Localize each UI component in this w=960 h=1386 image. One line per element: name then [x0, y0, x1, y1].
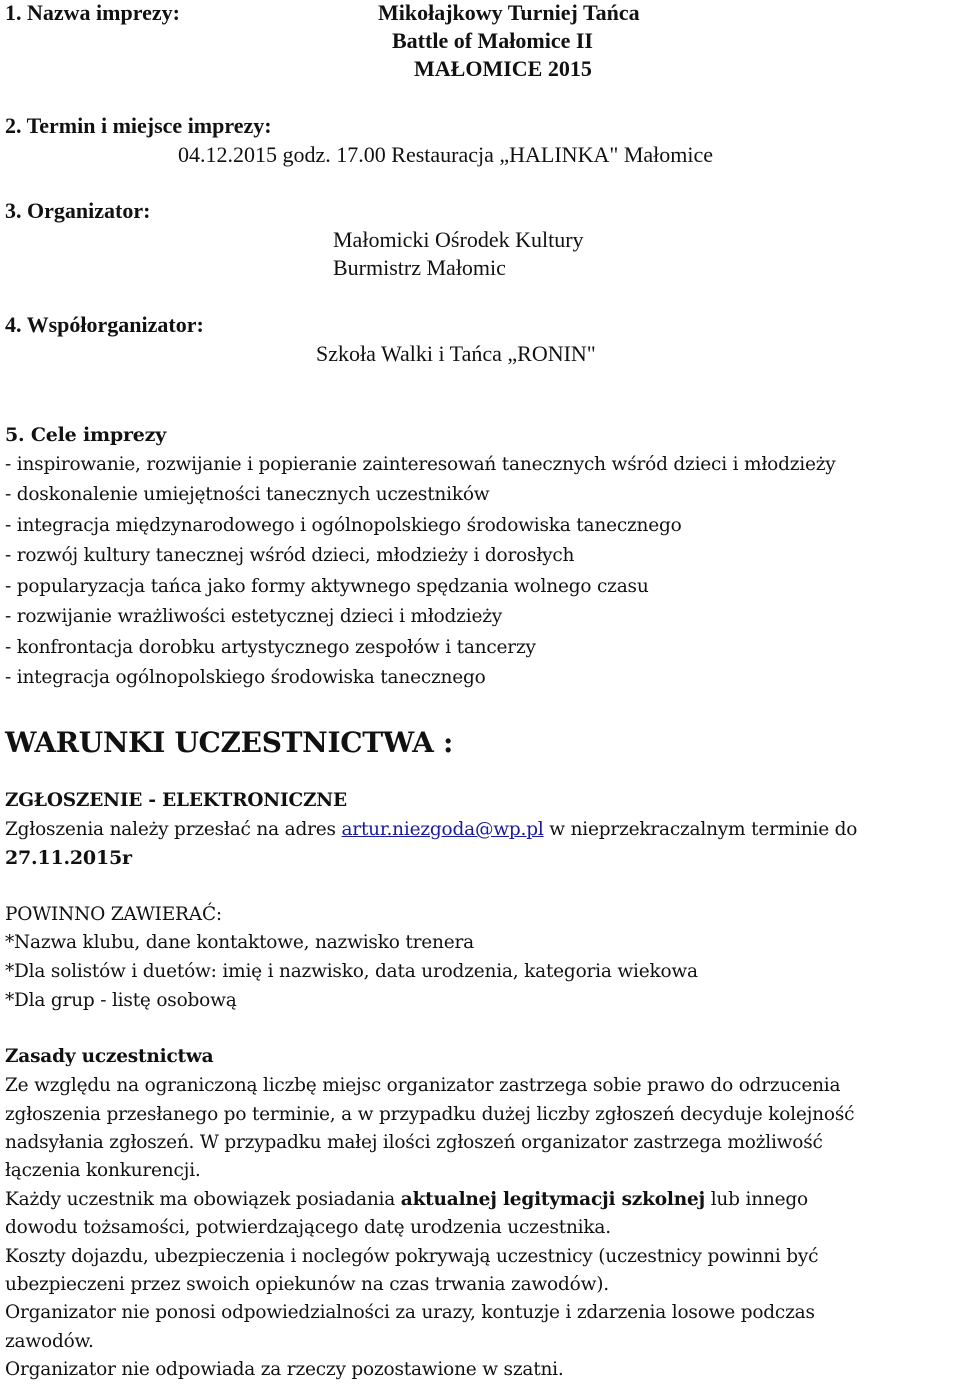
goal-item: - doskonalenie umiejętności tanecznych uczestników — [5, 484, 490, 505]
item4-label: 4. Współorganizator: — [5, 312, 204, 337]
conditions-heading: WARUNKI UCZESTNICTWA : — [5, 726, 454, 759]
event-date-place: 04.12.2015 godz. 17.00 Restauracja „HALINKA" Małomice — [178, 142, 714, 167]
id-requirement-line-2: dowodu tożsamości, potwierdzającego datę urodzenia uczestnika. — [5, 1217, 611, 1238]
goal-item: - popularyzacja tańca jako formy aktywnego spędzania wolnego czasu — [5, 576, 649, 597]
item2-label: 2. Termin i miejsce imprezy: — [5, 113, 272, 138]
costs-line: ubezpieczeni przez swoich opiekunów na czas trwania zawodów). — [5, 1274, 609, 1295]
must-contain-item: *Dla grup - listę osobową — [5, 990, 237, 1011]
submission-email-link[interactable]: artur.niezgoda@wp.pl — [341, 819, 544, 840]
must-contain-item: *Nazwa klubu, dane kontaktowe, nazwisko trenera — [5, 932, 474, 953]
id-requirement-line — [5, 1189, 808, 1210]
rules-line: nadsyłania zgłoszeń. W przypadku małej ilości zgłoszeń organizator zastrzega możliwość — [5, 1132, 823, 1153]
goals-title: 5. Cele imprezy — [5, 424, 167, 446]
item1-label: 1. Nazwa imprezy: — [5, 0, 180, 25]
goal-item: - inspirowanie, rozwijanie i popieranie zainteresowań tanecznych wśród dzieci i młodzieży — [5, 454, 836, 475]
liability-line: Organizator nie ponosi odpowiedzialności za urazy, kontuzje i zdarzenia losowe podczas — [5, 1302, 815, 1323]
id-text-bold: aktualnej legitymacji szkolnej — [400, 1189, 706, 1210]
event-subtitle: Battle of Małomice II — [392, 28, 593, 53]
co-organizer: Szkoła Walki i Tańca „RONIN" — [316, 341, 596, 366]
organizer-2: Burmistrz Małomic — [333, 255, 506, 280]
rules-line: łączenia konkurencji. — [5, 1160, 201, 1181]
submission-deadline: 27.11.2015r — [5, 847, 132, 869]
event-place-year: MAŁOMICE 2015 — [414, 56, 592, 81]
id-text-after: lub innego — [710, 1189, 808, 1210]
goal-item: - konfrontacja dorobku artystycznego zespołów i tancerzy — [5, 637, 536, 658]
submission-text — [5, 819, 857, 840]
item3-label: 3. Organizator: — [5, 198, 151, 223]
rules-line: zgłoszenia przesłanego po terminie, a w przypadku dużej liczby zgłoszeń decyduje kolejność — [5, 1104, 855, 1125]
submission-text-after: w nieprzekraczalnym terminie do — [549, 819, 858, 840]
costs-line: Koszty dojazdu, ubezpieczenia i noclegów pokrywają uczestnicy (uczestnicy powinni być — [5, 1246, 819, 1267]
rules-heading: Zasady uczestnictwa — [5, 1046, 214, 1067]
lost-items-line: Organizator nie odpowiada za rzeczy pozostawione w szatni. — [5, 1359, 564, 1380]
rules-line: Ze względu na ograniczoną liczbę miejsc organizator zastrzega sobie prawo do odrzucenia — [5, 1075, 841, 1096]
must-contain-item: *Dla solistów i duetów: imię i nazwisko, data urodzenia, kategoria wiekowa — [5, 961, 698, 982]
organizer-1: Małomicki Ośrodek Kultury — [333, 227, 584, 252]
goal-item: - integracja międzynarodowego i ogólnopolskiego środowiska tanecznego — [5, 515, 682, 536]
submission-text-before: Zgłoszenia należy przesłać na adres — [5, 819, 336, 840]
goal-item: - rozwijanie wrażliwości estetycznej dzieci i młodzieży — [5, 606, 502, 627]
id-text-before: Każdy uczestnik ma obowiązek posiadania — [5, 1189, 396, 1210]
submission-heading: ZGŁOSZENIE - ELEKTRONICZNE — [5, 790, 347, 811]
goal-item: - rozwój kultury tanecznej wśród dzieci, młodzieży i dorosłych — [5, 545, 575, 566]
must-contain-heading: POWINNO ZAWIERAĆ: — [5, 904, 222, 925]
event-name: Mikołajkowy Turniej Tańca — [378, 0, 640, 25]
liability-line: zawodów. — [5, 1331, 94, 1352]
goal-item: - integracja ogólnopolskiego środowiska tanecznego — [5, 667, 486, 688]
